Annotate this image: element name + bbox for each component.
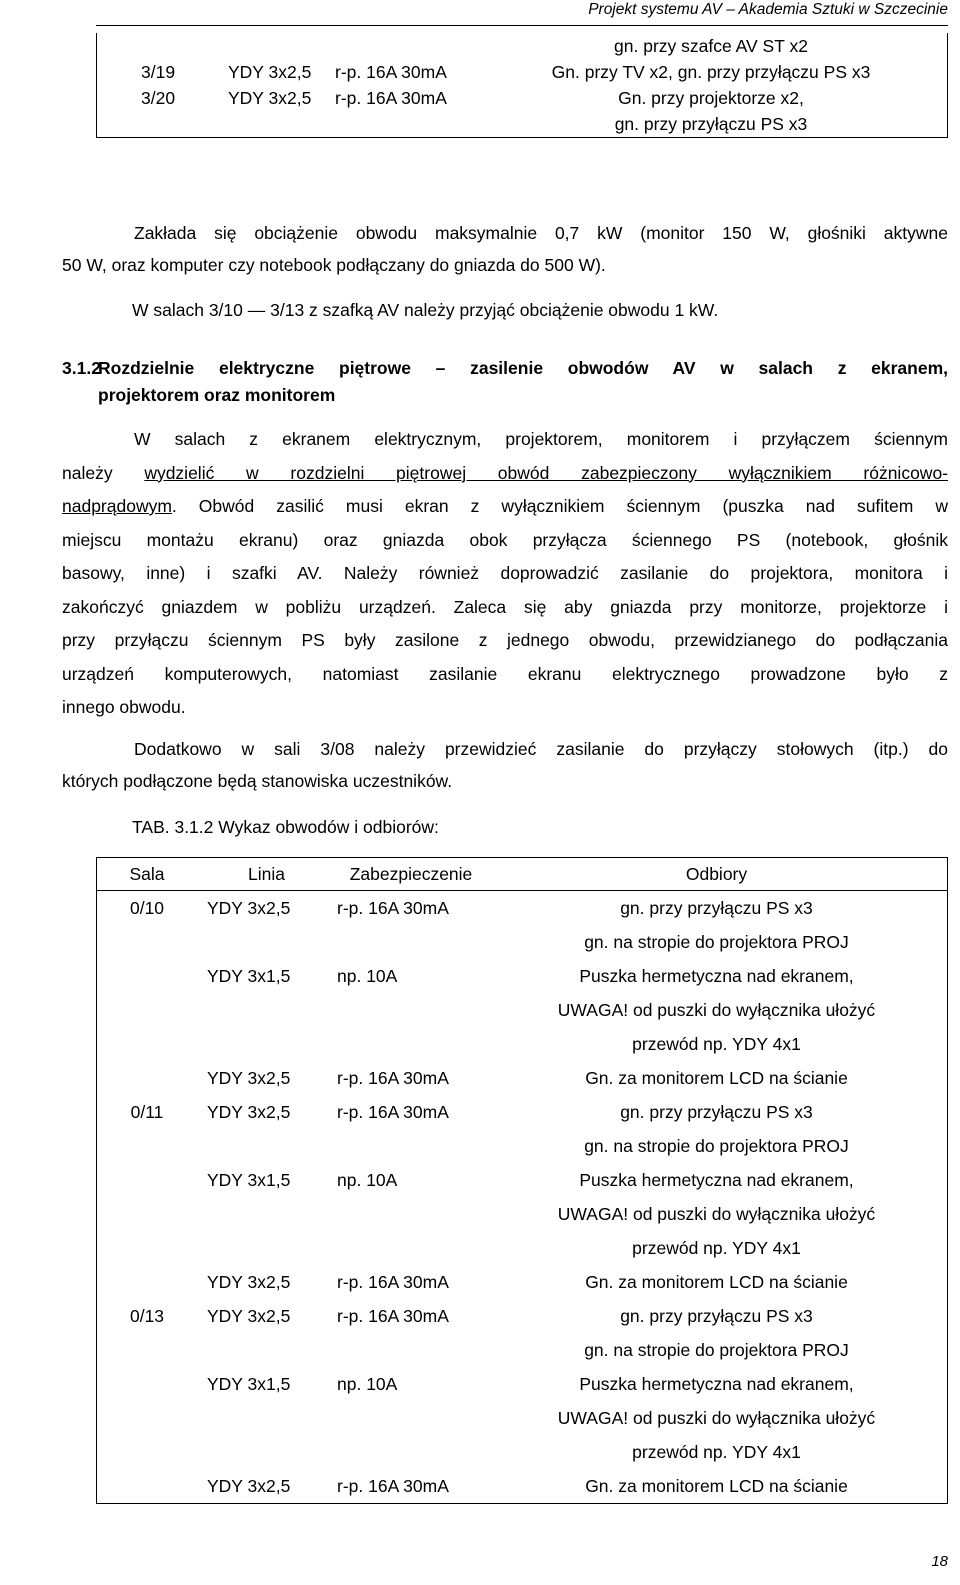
body-text: . Obwód zasilić musi ekran z wyłącznikiem ściennym (puszka nad sufitem w	[171, 496, 948, 516]
body-line: W salach z ekranem elektrycznym, projektorem, monitorem i przyłączem ściennym	[134, 429, 948, 449]
underlined-text: nadprądowym	[62, 496, 172, 516]
column-header-linia: Linia	[197, 858, 337, 891]
cell-linia: YDY 3x2,5	[207, 1102, 291, 1122]
section-number: 3.1.2	[62, 358, 101, 378]
cell-zabezpieczenie: np. 10A	[337, 1170, 398, 1190]
cell-linia: YDY 3x2,5	[228, 88, 312, 108]
cell-linia	[228, 111, 335, 138]
body-line: przy przyłączu ściennym PS były zasilone z jednego obwodu, przewidzianego do podłączania	[62, 630, 948, 650]
body-line: zakończyć gniazdem w pobliżu urządzeń. Zaleca się aby gniazda przy monitorze, projektorze i	[62, 596, 948, 617]
page-number: 18	[931, 1553, 948, 1570]
odbiory-line: Gn. za monitorem LCD na ścianie	[585, 1272, 848, 1292]
cell-sala: 0/13	[129, 1306, 165, 1326]
circuits-table	[96, 857, 948, 1504]
section-heading-line-1	[62, 355, 948, 382]
cell-odbiory	[486, 891, 948, 960]
cell-zabezpieczenie: np. 10A	[337, 1374, 398, 1394]
body-paragraph	[62, 423, 948, 725]
page-header: Projekt systemu AV – Akademia Sztuki w Szczecinie	[588, 1, 948, 18]
cell-sala	[97, 1469, 198, 1504]
cell-sala	[97, 33, 229, 59]
cell-zabezpieczenie	[335, 33, 475, 59]
odbiory-line: Puszka hermetyczna nad ekranem,	[579, 966, 854, 986]
cell-zabezpieczenie: r-p. 16A 30mA	[335, 62, 447, 82]
cell-odbiory	[486, 1469, 948, 1504]
odbiory-line: UWAGA! od puszki do wyłącznika ułożyć	[557, 1000, 876, 1020]
cell-linia: YDY 3x1,5	[207, 1170, 291, 1190]
body-line: basowy, inne) i szafki AV. Należy również doprowadzić zasilanie do projektora, monitora i	[62, 563, 948, 583]
body-line	[62, 457, 948, 491]
cell-zabezpieczenie	[335, 111, 475, 138]
cell-linia: YDY 3x2,5	[207, 898, 291, 918]
cell-linia: YDY 3x1,5	[207, 966, 291, 986]
table-header-row	[97, 858, 948, 891]
cell-linia: YDY 3x1,5	[207, 1374, 291, 1394]
table-row	[97, 1299, 948, 1367]
table-row	[97, 85, 948, 111]
table-row	[97, 1469, 948, 1504]
cell-linia: YDY 3x2,5	[207, 1476, 291, 1496]
cell-sala: 3/19	[97, 59, 229, 85]
cell-sala	[97, 959, 198, 1061]
table-row	[97, 1265, 948, 1299]
cell-zabezpieczenie: np. 10A	[337, 966, 398, 986]
odbiory-line: gn. przy przyłączu PS x3	[620, 1306, 813, 1326]
cell-odbiory	[486, 1061, 948, 1095]
load-paragraph-line-2: 50 W, oraz komputer czy notebook podłączany do gniazda do 500 W).	[62, 255, 606, 275]
body-line	[62, 490, 948, 524]
cabinet-paragraph: W salach 3/10 — 3/13 z szafką AV należy przyjąć obciążenie obwodu 1 kW.	[132, 300, 719, 320]
load-paragraph-line: Zakłada się obciążenie obwodu maksymalnie 0,7 kW (monitor 150 W, głośniki aktywne	[134, 223, 948, 243]
extra-paragraph	[62, 733, 948, 797]
cell-sala	[97, 1265, 198, 1299]
cell-zabezpieczenie: r-p. 16A 30mA	[337, 1476, 449, 1496]
table-row	[97, 959, 948, 1061]
extra-line: których podłączone będą stanowiska uczestników.	[62, 771, 453, 791]
body-line: miejscu montażu ekranu) oraz gniazda obok przyłącza ściennego PS (notebook, głośnik	[62, 529, 948, 550]
cell-linia: YDY 3x2,5	[228, 62, 312, 82]
column-header-sala: Sala	[97, 858, 198, 891]
header-rule	[96, 25, 948, 26]
odbiory-line: Gn. za monitorem LCD na ścianie	[585, 1068, 848, 1088]
cell-zabezpieczenie: r-p. 16A 30mA	[337, 1306, 449, 1326]
odbiory-line: gn. na stropie do projektora PROJ	[584, 1340, 849, 1360]
cell-sala: 3/20	[97, 85, 229, 111]
section-title-line-1: Rozdzielnie elektryczne piętrowe – zasilenie obwodów AV w salach z ekranem,	[98, 358, 948, 378]
odbiory-line: gn. przy przyłączu PS x3	[620, 1102, 813, 1122]
section-heading	[62, 355, 948, 409]
cell-odbiory	[486, 1163, 948, 1265]
odbiory-line: przewód np. YDY 4x1	[632, 1034, 801, 1054]
cell-sala: 0/11	[130, 1102, 164, 1122]
cell-sala	[97, 1367, 198, 1469]
cell-linia: YDY 3x2,5	[207, 1306, 291, 1326]
odbiory-line: Puszka hermetyczna nad ekranem,	[579, 1170, 854, 1190]
odbiory-line: gn. przy przyłączu PS x3	[620, 898, 813, 918]
cell-odbiory	[486, 1367, 948, 1469]
column-header-zabezpieczenie: Zabezpieczenie	[337, 858, 486, 891]
odbiory-line: Gn. za monitorem LCD na ścianie	[585, 1476, 848, 1496]
cell-odbiory: Gn. przy projektorze x2,	[475, 85, 948, 111]
cell-sala	[97, 1061, 198, 1095]
cell-odbiory	[486, 959, 948, 1061]
table-row	[97, 891, 948, 960]
odbiory-line: gn. na stropie do projektora PROJ	[584, 1136, 849, 1156]
cell-sala	[97, 111, 229, 138]
extra-line: Dodatkowo w sali 3/08 należy przewidzieć zasilanie do przyłączy stołowych (itp.) do	[134, 739, 948, 759]
cell-zabezpieczenie: r-p. 16A 30mA	[335, 88, 447, 108]
cell-odbiory	[486, 1299, 948, 1367]
cell-odbiory	[486, 1095, 948, 1163]
continued-circuit-table	[96, 33, 948, 138]
table-row	[97, 1163, 948, 1265]
table-row	[97, 111, 948, 138]
cell-zabezpieczenie: r-p. 16A 30mA	[337, 1068, 449, 1088]
load-paragraph	[134, 217, 948, 249]
odbiory-line: Puszka hermetyczna nad ekranem,	[579, 1374, 854, 1394]
cell-odbiory: Gn. przy TV x2, gn. przy przyłączu PS x3	[475, 59, 948, 85]
table-caption: TAB. 3.1.2 Wykaz obwodów i odbiorów:	[132, 817, 439, 837]
body-text: należy	[62, 462, 145, 483]
table-row	[97, 1367, 948, 1469]
odbiory-line: przewód np. YDY 4x1	[632, 1442, 801, 1462]
odbiory-line: UWAGA! od puszki do wyłącznika ułożyć	[557, 1204, 876, 1224]
table-row	[97, 1095, 948, 1163]
column-header-odbiory: Odbiory	[486, 858, 948, 891]
table-row	[97, 33, 948, 59]
odbiory-line: przewód np. YDY 4x1	[632, 1238, 801, 1258]
cell-zabezpieczenie: r-p. 16A 30mA	[337, 1102, 449, 1122]
odbiory-line: gn. na stropie do projektora PROJ	[584, 932, 849, 952]
underlined-text: wydzielić w rozdzielni piętrowej obwód zabezpieczony wyłącznikiem różnicowo-	[144, 462, 948, 483]
cell-linia	[228, 33, 335, 59]
body-line: innego obwodu.	[62, 697, 186, 717]
table-row	[97, 59, 948, 85]
cell-sala: 0/10	[129, 898, 165, 918]
body-line: urządzeń komputerowych, natomiast zasilanie ekranu elektrycznego prowadzone było z	[62, 663, 948, 684]
cell-odbiory: gn. przy przyłączu PS x3	[475, 111, 948, 138]
section-title-line-2: projektorem oraz monitorem	[98, 385, 336, 405]
odbiory-line: UWAGA! od puszki do wyłącznika ułożyć	[557, 1408, 876, 1428]
cell-zabezpieczenie: r-p. 16A 30mA	[337, 898, 449, 918]
cell-linia: YDY 3x2,5	[207, 1272, 291, 1292]
cell-sala	[97, 1163, 198, 1265]
cell-linia: YDY 3x2,5	[207, 1068, 291, 1088]
cell-odbiory	[486, 1265, 948, 1299]
table-row	[97, 1061, 948, 1095]
cell-zabezpieczenie: r-p. 16A 30mA	[337, 1272, 449, 1292]
cell-odbiory: gn. przy szafce AV ST x2	[475, 33, 948, 59]
